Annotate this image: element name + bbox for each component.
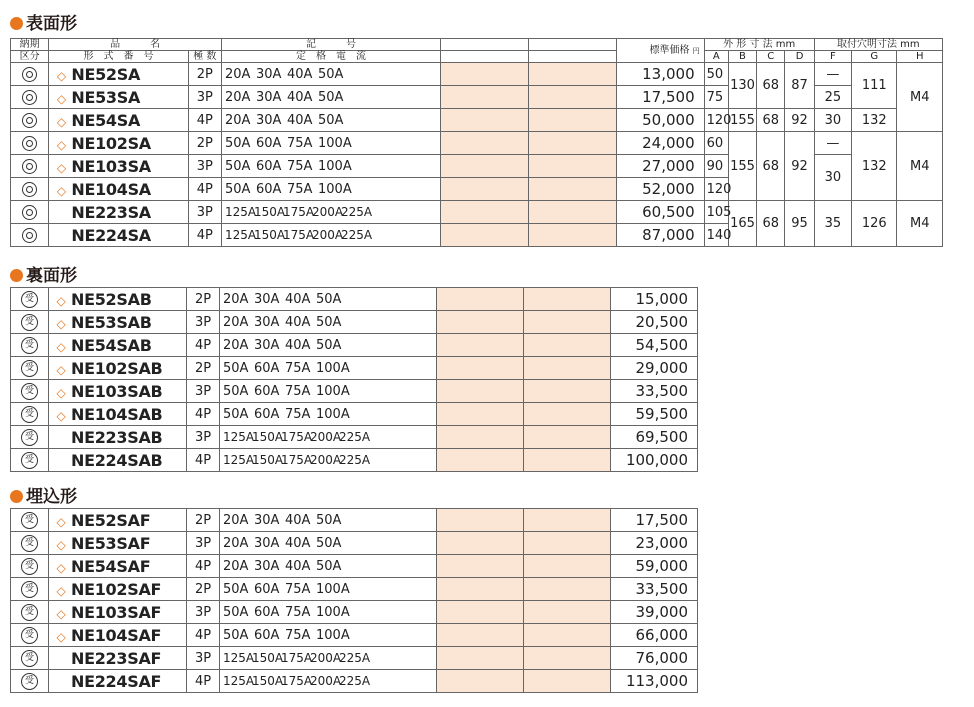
standard-price: 60,500	[616, 201, 704, 224]
model-number: ◇ NE102SAF	[49, 578, 187, 601]
model-number: NE223SAB	[49, 426, 187, 449]
pse-diamond-icon: ◇	[56, 91, 66, 106]
standard-price: 20,500	[611, 311, 698, 334]
order-mark-icon: 受	[21, 512, 38, 529]
order-mark-icon: 受	[21, 291, 38, 308]
table-row	[11, 132, 943, 155]
dim-d: 95	[785, 201, 814, 247]
model-number: ◇ NE54SAF	[49, 555, 187, 578]
pole-count: 4P	[188, 178, 221, 201]
dim-a: 90	[704, 155, 728, 178]
delivery-mark	[11, 155, 49, 178]
table-row	[11, 288, 698, 311]
delivery-mark	[11, 578, 49, 601]
order-mark-icon: 受	[21, 452, 38, 469]
blank-cell	[437, 555, 524, 578]
blank-cell	[528, 224, 616, 247]
pole-count: 2P	[187, 509, 220, 532]
order-mark-icon: 受	[21, 337, 38, 354]
stock-mark-icon	[22, 90, 37, 105]
blank-cell	[441, 178, 529, 201]
rated-currents: 50A 60A 75A 100A	[220, 601, 437, 624]
header-price: 標準価格 円	[616, 39, 704, 63]
pse-diamond-icon: ◇	[56, 514, 66, 529]
pole-count: 3P	[187, 647, 220, 670]
blank-cell	[524, 380, 611, 403]
bullet-dot-icon	[10, 269, 23, 282]
header-mount-dims: 取付穴明寸法 mm	[814, 39, 942, 51]
model-number: NE224SA	[49, 224, 188, 247]
pole-count: 3P	[187, 532, 220, 555]
header-col-g: G	[852, 51, 897, 63]
rated-currents: 125A150A175A200A225A	[222, 201, 441, 224]
blank-cell	[524, 426, 611, 449]
table-row	[11, 578, 698, 601]
table-row	[11, 63, 943, 86]
pole-count: 4P	[187, 403, 220, 426]
pole-count: 4P	[187, 555, 220, 578]
rated-currents: 125A150A175A200A225A	[220, 426, 437, 449]
dim-d: 92	[785, 109, 814, 132]
pse-diamond-icon: ◇	[56, 537, 66, 552]
pole-count: 3P	[188, 86, 221, 109]
delivery-mark	[11, 201, 49, 224]
rated-currents: 20A 30A 40A 50A	[220, 311, 437, 334]
header-col-c: C	[757, 51, 785, 63]
table-row	[11, 380, 698, 403]
table-row	[11, 426, 698, 449]
standard-price: 17,500	[616, 86, 704, 109]
stock-mark-icon	[22, 182, 37, 197]
rated-currents: 50A 60A 75A 100A	[222, 155, 441, 178]
dim-a: 120	[704, 109, 728, 132]
blank-cell	[437, 403, 524, 426]
rated-currents: 125A150A175A200A225A	[220, 449, 437, 472]
rated-currents: 50A 60A 75A 100A	[220, 357, 437, 380]
pse-diamond-icon: ◇	[56, 68, 66, 83]
rated-currents: 125A150A175A200A225A	[222, 224, 441, 247]
pse-diamond-icon: ◇	[56, 362, 66, 377]
stock-mark-icon	[22, 205, 37, 220]
delivery-mark	[11, 670, 49, 693]
rated-currents: 50A 60A 75A 100A	[220, 578, 437, 601]
dim-a: 105	[704, 201, 728, 224]
back-table	[10, 287, 698, 472]
dim-f: 30	[814, 109, 851, 132]
blank-cell	[528, 132, 616, 155]
pse-diamond-icon: ◇	[56, 316, 66, 331]
blank-cell	[524, 578, 611, 601]
standard-price: 15,000	[611, 288, 698, 311]
dim-d: 87	[785, 63, 814, 109]
delivery-mark	[11, 449, 49, 472]
order-mark-icon: 受	[21, 558, 38, 575]
model-number: ◇ NE102SAB	[49, 357, 187, 380]
dim-c: 68	[757, 63, 785, 109]
blank-cell	[524, 509, 611, 532]
model-number: ◇ NE104SAB	[49, 403, 187, 426]
model-number: ◇ NE103SA	[49, 155, 188, 178]
stock-mark-icon	[22, 136, 37, 151]
dim-c: 68	[757, 201, 785, 247]
blank-cell	[441, 109, 529, 132]
pse-diamond-icon: ◇	[56, 560, 66, 575]
dim-a: 140	[704, 224, 728, 247]
blank-cell	[437, 311, 524, 334]
standard-price: 76,000	[611, 647, 698, 670]
table-row	[11, 601, 698, 624]
rated-currents: 20A 30A 40A 50A	[220, 334, 437, 357]
standard-price: 27,000	[616, 155, 704, 178]
pse-diamond-icon: ◇	[56, 408, 66, 423]
stock-mark-icon	[22, 159, 37, 174]
rated-currents: 20A 30A 40A 50A	[222, 86, 441, 109]
blank-cell	[524, 311, 611, 334]
header-col-a: A	[704, 51, 728, 63]
delivery-mark	[11, 601, 49, 624]
header-kyokusu: 極 数	[188, 51, 221, 63]
stock-mark-icon	[22, 67, 37, 82]
pole-count: 3P	[187, 380, 220, 403]
standard-price: 52,000	[616, 178, 704, 201]
blank-cell	[437, 380, 524, 403]
table-row	[11, 334, 698, 357]
pse-diamond-icon: ◇	[56, 339, 66, 354]
blank-cell	[528, 86, 616, 109]
blank-cell	[528, 201, 616, 224]
standard-price: 13,000	[616, 63, 704, 86]
pole-count: 3P	[187, 311, 220, 334]
delivery-mark	[11, 509, 49, 532]
dim-a: 50	[704, 63, 728, 86]
dim-a: 60	[704, 132, 728, 155]
rated-currents: 50A 60A 75A 100A	[220, 403, 437, 426]
delivery-mark	[11, 380, 49, 403]
model-number: ◇ NE53SA	[49, 86, 188, 109]
model-number: NE224SAB	[49, 449, 187, 472]
standard-price: 87,000	[616, 224, 704, 247]
blank-cell	[437, 601, 524, 624]
blank-cell	[524, 334, 611, 357]
model-number: ◇ NE103SAF	[49, 601, 187, 624]
standard-price: 113,000	[611, 670, 698, 693]
order-mark-icon: 受	[21, 383, 38, 400]
rated-currents: 20A 30A 40A 50A	[222, 109, 441, 132]
model-number: ◇ NE54SAB	[49, 334, 187, 357]
blank-cell	[437, 578, 524, 601]
table-row	[11, 449, 698, 472]
dim-b: 130	[728, 63, 756, 109]
delivery-mark	[11, 86, 49, 109]
pole-count: 3P	[188, 201, 221, 224]
rated-currents: 20A 30A 40A 50A	[220, 288, 437, 311]
blank-cell	[524, 403, 611, 426]
standard-price: 39,000	[611, 601, 698, 624]
model-number: NE223SA	[49, 201, 188, 224]
dim-g: 132	[852, 132, 897, 201]
pole-count: 2P	[187, 578, 220, 601]
rated-currents: 20A 30A 40A 50A	[220, 509, 437, 532]
blank-cell	[528, 155, 616, 178]
delivery-mark	[11, 555, 49, 578]
blank-cell	[437, 670, 524, 693]
dim-f: 35	[814, 201, 851, 247]
table-row	[11, 201, 943, 224]
standard-price: 29,000	[611, 357, 698, 380]
pole-count: 4P	[188, 109, 221, 132]
dim-f: 30	[814, 155, 851, 201]
rated-currents: 125A150A175A200A225A	[220, 670, 437, 693]
blank-cell	[437, 426, 524, 449]
dim-c: 68	[757, 109, 785, 132]
delivery-mark	[11, 132, 49, 155]
table-row	[11, 109, 943, 132]
blank-cell	[441, 155, 529, 178]
blank-cell	[437, 357, 524, 380]
delivery-mark	[11, 224, 49, 247]
order-mark-icon: 受	[21, 535, 38, 552]
pse-diamond-icon: ◇	[56, 137, 66, 152]
pole-count: 4P	[188, 224, 221, 247]
model-number: ◇ NE52SA	[49, 63, 188, 86]
dim-a: 75	[704, 86, 728, 109]
dim-h: M4	[897, 201, 943, 247]
rated-currents: 50A 60A 75A 100A	[222, 132, 441, 155]
header-delivery: 納期	[11, 39, 49, 51]
section-title-surface: 表面形	[10, 9, 77, 34]
blank-cell	[437, 509, 524, 532]
table-row	[11, 311, 698, 334]
blank-cell	[437, 449, 524, 472]
standard-price: 59,000	[611, 555, 698, 578]
header-col-b: B	[728, 51, 756, 63]
dim-f: —	[814, 132, 851, 155]
dim-f: 25	[814, 86, 851, 109]
pole-count: 3P	[187, 601, 220, 624]
standard-price: 54,500	[611, 334, 698, 357]
delivery-mark	[11, 532, 49, 555]
blank-cell	[441, 201, 529, 224]
surface-table	[10, 38, 943, 247]
standard-price: 23,000	[611, 532, 698, 555]
blank-cell	[441, 224, 529, 247]
blank-cell	[524, 532, 611, 555]
table-row	[11, 357, 698, 380]
table-row	[11, 647, 698, 670]
order-mark-icon: 受	[21, 650, 38, 667]
pole-count: 2P	[187, 288, 220, 311]
model-number: ◇ NE102SA	[49, 132, 188, 155]
delivery-mark	[11, 357, 49, 380]
header-outer-dims: 外 形 寸 法 mm	[704, 39, 814, 51]
delivery-mark	[11, 403, 49, 426]
blank-cell	[437, 288, 524, 311]
order-mark-icon: 受	[21, 429, 38, 446]
blank-cell	[524, 449, 611, 472]
table-row	[11, 624, 698, 647]
dim-g: 132	[852, 109, 897, 132]
blank-cell	[524, 601, 611, 624]
pole-count: 4P	[187, 449, 220, 472]
blank-cell	[524, 624, 611, 647]
delivery-mark	[11, 63, 49, 86]
standard-price: 66,000	[611, 624, 698, 647]
model-number: ◇ NE53SAB	[49, 311, 187, 334]
blank-cell	[528, 178, 616, 201]
blank-cell	[528, 109, 616, 132]
stock-mark-icon	[22, 228, 37, 243]
dim-b: 155	[728, 109, 756, 132]
header-col-d: D	[785, 51, 814, 63]
standard-price: 33,500	[611, 380, 698, 403]
dim-d: 92	[785, 132, 814, 201]
standard-price: 24,000	[616, 132, 704, 155]
delivery-mark	[11, 288, 49, 311]
delivery-mark	[11, 334, 49, 357]
pse-diamond-icon: ◇	[56, 606, 66, 621]
blank-cell	[441, 63, 529, 86]
pse-diamond-icon: ◇	[56, 385, 66, 400]
blank-cell	[437, 624, 524, 647]
standard-price: 100,000	[611, 449, 698, 472]
delivery-mark	[11, 426, 49, 449]
pse-diamond-icon: ◇	[56, 293, 66, 308]
blank-cell	[524, 555, 611, 578]
model-number: ◇ NE104SAF	[49, 624, 187, 647]
dim-h: M4	[897, 132, 943, 201]
delivery-mark	[11, 311, 49, 334]
blank-cell	[524, 288, 611, 311]
dim-b: 165	[728, 201, 756, 247]
header-delivery-2: 区分	[11, 51, 49, 63]
embedded-table	[10, 508, 698, 693]
delivery-mark	[11, 178, 49, 201]
dim-h: M4	[897, 63, 943, 132]
table-row	[11, 555, 698, 578]
table-row	[11, 403, 698, 426]
order-mark-icon: 受	[21, 314, 38, 331]
rated-currents: 20A 30A 40A 50A	[220, 532, 437, 555]
blank-cell	[441, 86, 529, 109]
standard-price: 50,000	[616, 109, 704, 132]
blank-cell	[524, 647, 611, 670]
table-row	[11, 509, 698, 532]
pole-count: 4P	[187, 670, 220, 693]
pse-diamond-icon: ◇	[56, 583, 66, 598]
pole-count: 4P	[187, 334, 220, 357]
rated-currents: 20A 30A 40A 50A	[220, 555, 437, 578]
table-row	[11, 670, 698, 693]
bullet-dot-icon	[10, 17, 23, 30]
pse-diamond-icon: ◇	[56, 183, 66, 198]
standard-price: 33,500	[611, 578, 698, 601]
dim-c: 68	[757, 132, 785, 201]
model-number: NE224SAF	[49, 670, 187, 693]
standard-price: 69,500	[611, 426, 698, 449]
dim-g: 126	[852, 201, 897, 247]
rated-currents: 50A 60A 75A 100A	[220, 624, 437, 647]
delivery-mark	[11, 647, 49, 670]
pole-count: 2P	[187, 357, 220, 380]
model-number: ◇ NE104SA	[49, 178, 188, 201]
delivery-mark	[11, 624, 49, 647]
blank-cell	[437, 647, 524, 670]
rated-currents: 50A 60A 75A 100A	[222, 178, 441, 201]
header-teikaku: 定 格 電 流	[222, 51, 441, 63]
blank-cell	[524, 670, 611, 693]
pole-count: 2P	[188, 63, 221, 86]
standard-price: 59,500	[611, 403, 698, 426]
rated-currents: 20A 30A 40A 50A	[222, 63, 441, 86]
pse-diamond-icon: ◇	[56, 114, 66, 129]
model-number: NE223SAF	[49, 647, 187, 670]
pse-diamond-icon: ◇	[56, 629, 66, 644]
header-keishiki: 形 式 番 号	[49, 51, 188, 63]
rated-currents: 125A150A175A200A225A	[220, 647, 437, 670]
model-number: ◇ NE52SAB	[49, 288, 187, 311]
header-row-1	[11, 39, 943, 51]
order-mark-icon: 受	[21, 581, 38, 598]
blank-cell	[437, 532, 524, 555]
blank-cell	[441, 132, 529, 155]
section-title-back: 裏面形	[10, 261, 77, 286]
order-mark-icon: 受	[21, 604, 38, 621]
header-hinmei: 品 名	[49, 39, 222, 51]
stock-mark-icon	[22, 113, 37, 128]
blank-cell	[524, 357, 611, 380]
bullet-dot-icon	[10, 490, 23, 503]
order-mark-icon: 受	[21, 360, 38, 377]
pole-count: 3P	[188, 155, 221, 178]
dim-a: 120	[704, 178, 728, 201]
rated-currents: 50A 60A 75A 100A	[220, 380, 437, 403]
delivery-mark	[11, 109, 49, 132]
blank-cell	[437, 334, 524, 357]
model-number: ◇ NE103SAB	[49, 380, 187, 403]
model-number: ◇ NE54SA	[49, 109, 188, 132]
order-mark-icon: 受	[21, 673, 38, 690]
pse-diamond-icon: ◇	[56, 160, 66, 175]
header-row-2	[11, 51, 943, 63]
pole-count: 2P	[188, 132, 221, 155]
dim-g: 111	[852, 63, 897, 109]
header-col-h: H	[897, 51, 943, 63]
model-number: ◇ NE52SAF	[49, 509, 187, 532]
section-title-embedded: 埋込形	[10, 482, 77, 507]
header-col-f: F	[814, 51, 851, 63]
table-row	[11, 532, 698, 555]
model-number: ◇ NE53SAF	[49, 532, 187, 555]
pole-count: 3P	[187, 426, 220, 449]
pole-count: 4P	[187, 624, 220, 647]
order-mark-icon: 受	[21, 406, 38, 423]
order-mark-icon: 受	[21, 627, 38, 644]
dim-f: —	[814, 63, 851, 86]
dim-b: 155	[728, 132, 756, 201]
blank-cell	[528, 63, 616, 86]
header-kigou: 記 号	[222, 39, 441, 51]
standard-price: 17,500	[611, 509, 698, 532]
